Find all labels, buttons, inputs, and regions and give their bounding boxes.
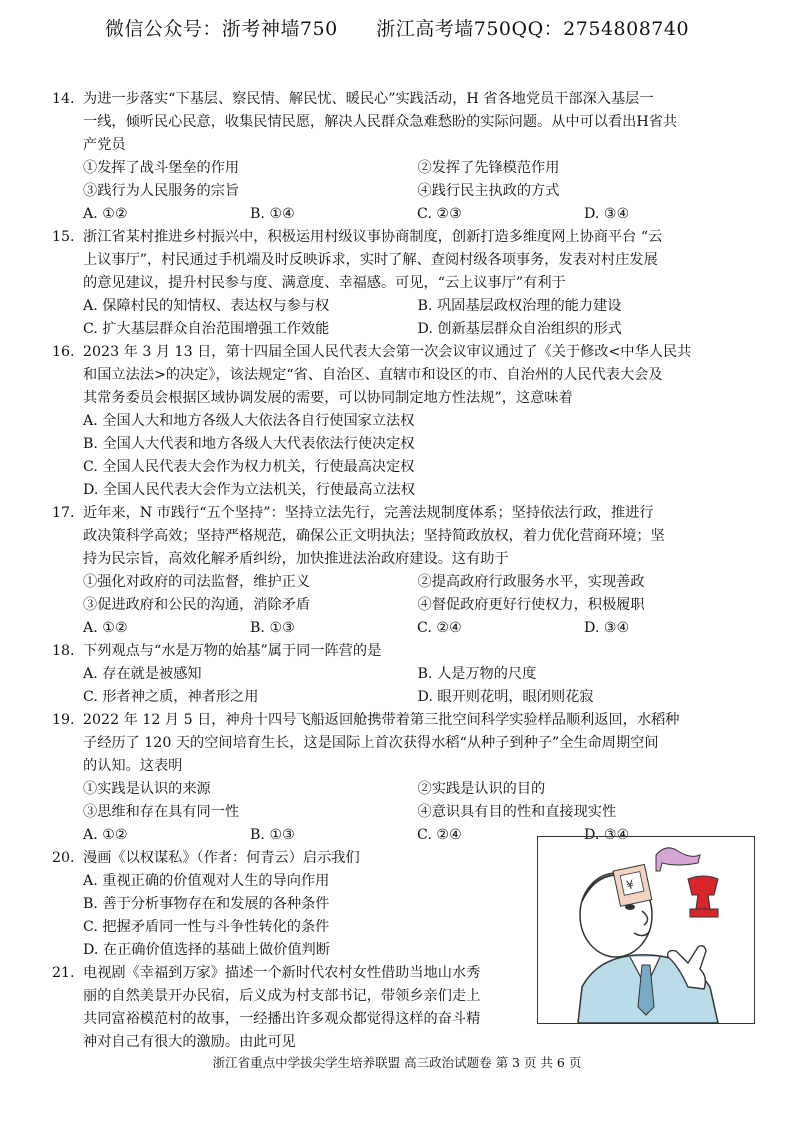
cartoon-drawing [538, 837, 754, 1023]
q17-choices: A. ①② B. ①③ C. ②④ D. ③④ [83, 620, 630, 636]
q15-options: A. 保障村民的知情权、表达权与参与权 B. 巩固基层政权治理的能力建设 [83, 298, 622, 314]
q21-stem-line: 共同富裕模范村的故事，一经播出许多观众都觉得这样的奋斗精 [83, 1011, 481, 1027]
q19-choices: A. ①② B. ①③ C. ②④ D. ③④ [83, 827, 630, 843]
cartoon-illustration [537, 836, 755, 1024]
q18-stem: 18. 下列观点与“水是万物的始基”属于同一阵营的是 [52, 643, 382, 659]
q16-option-b: B. 全国人大代表和地方各级人大代表依法行使决定权 [83, 436, 415, 452]
page-header [0, 14, 794, 41]
q14-options: ③践行为人民服务的宗旨 ④践行民主执政的方式 [83, 183, 560, 199]
q16-stem: 16. 2023 年 3 月 13 日，第十四届全国人民代表大会第一次会议审议通过了《关于修改<中华人民共 [52, 344, 692, 360]
svg-text:¥: ¥ [624, 877, 636, 893]
page-footer: 浙江省重点中学拔尖学生培养联盟 高三政治试题卷 第 3 页 共 6 页 [212, 1055, 582, 1070]
q15-stem-line: 上议事厅”，村民通过手机端及时反映诉求，实时了解、查阅村级各项事务，发表对村庄发展 [83, 252, 658, 268]
q16-option-a: A. 全国人大和地方各级人大依法各自行使国家立法权 [83, 413, 415, 429]
q16-option-d: D. 全国人民代表大会作为立法机关，行使最高立法权 [83, 482, 416, 498]
q21-stem-line: 丽的自然美景开办民宿，后义成为村支部书记，带领乡亲们走上 [83, 988, 481, 1004]
q17-options: ①强化对政府的司法监督，维护正义 ②提高政府行政服务水平，实现善政 [83, 574, 645, 590]
q21-stem-line: 神对自己有很大的激励。由此可见 [83, 1034, 296, 1050]
q18-options: C. 形者神之质，神者形之用 D. 眼开则花明，眼闭则花寂 [83, 689, 594, 705]
q16-option-c: C. 全国人民代表大会作为权力机关，行使最高决定权 [83, 459, 415, 475]
q20-option-c: C. 把握矛盾同一性与斗争性转化的条件 [83, 919, 330, 935]
q16-stem-line: 其常务委员会根据区域协调发展的需要，可以协同制定地方性法规”，这意味着 [83, 390, 573, 406]
q19-options: ③思维和存在具有同一性 ④意识具有目的性和直接现实性 [83, 804, 617, 820]
header-qq: 浙江高考墙750QQ：2754808740 [376, 18, 690, 40]
q17-options: ③促进政府和公民的沟通，消除矛盾 ④督促政府更好行使权力，积极履职 [83, 597, 645, 613]
q17-stem-line: 政决策科学高效；坚持严格规范，确保公正文明执法；坚持简政放权，着力优化营商环境；坚 [83, 528, 665, 544]
q19-options: ①实践是认识的来源 ②实践是认识的目的 [83, 781, 546, 797]
q20-option-d: D. 在正确价值选择的基础上做价值判断 [83, 942, 330, 958]
q14-options: ①发挥了战斗堡垒的作用 ②发挥了先锋模范作用 [83, 160, 560, 176]
q19-stem: 19. 2022 年 12 月 5 日，神舟十四号飞船返回舱携带着第三批空间科学实验样品顺利返回，水稻种 [52, 712, 680, 728]
q14-stem: 14. 为进一步落实“下基层、察民情、解民忧、暖民心”实践活动，H 省各地党员干部深入基层一 [52, 91, 654, 107]
q15-stem: 15. 浙江省某村推进乡村振兴中，积极运用村级议事协商制度，创新打造多维度网上协商平台 “云 [52, 229, 663, 245]
q16-stem-line: 和国立法法>的决定》，该法规定“省、自治区、直辖市和设区的市、自治州的人民代表大会及 [83, 367, 663, 383]
q17-stem-line: 持为民宗旨，高效化解矛盾纠纷，加快推进法治政府建设。这有助于 [83, 551, 509, 567]
q15-stem-line: 的意见建议，提升村民参与度、满意度、幸福感。可见，“云上议事厅”有利于 [83, 275, 566, 291]
q14-stem-line: 产党员 [83, 137, 126, 153]
q18-options: A. 存在就是被感知 B. 人是万物的尺度 [83, 666, 537, 682]
q21-stem: 21. 电视剧《幸福到万家》描述一个新时代农村女性借助当地山水秀 [52, 965, 481, 981]
q14-choices: A. ①② B. ①④ C. ②③ D. ③④ [83, 206, 630, 222]
q20-stem: 20. 漫画《以权谋私》（作者：何青云）启示我们 [52, 850, 360, 866]
q20-option-b: B. 善于分析事物存在和发展的各种条件 [83, 896, 330, 912]
header-wechat: 微信公众号：浙考神墙750 [104, 18, 338, 40]
q17-stem: 17. 近年来，N 市践行“五个坚持”：坚持立法先行，完善法规制度体系；坚持依法行政，推进行 [52, 505, 654, 521]
q14-stem-line: 一线，倾听民心民意，收集民情民愿，解决人民群众急难愁盼的实际问题。从中可以看出H省共 [83, 114, 678, 130]
q19-stem-line: 的认知。这表明 [83, 758, 183, 774]
q15-options: C. 扩大基层群众自治范围增强工作效能 D. 创新基层群众自治组织的形式 [83, 321, 622, 337]
q20-option-a: A. 重视正确的价值观对人生的导向作用 [83, 873, 330, 889]
q19-stem-line: 子经历了 120 天的空间培育生长，这是国际上首次获得水稻“从种子到种子”全生命周期空间 [83, 735, 659, 751]
